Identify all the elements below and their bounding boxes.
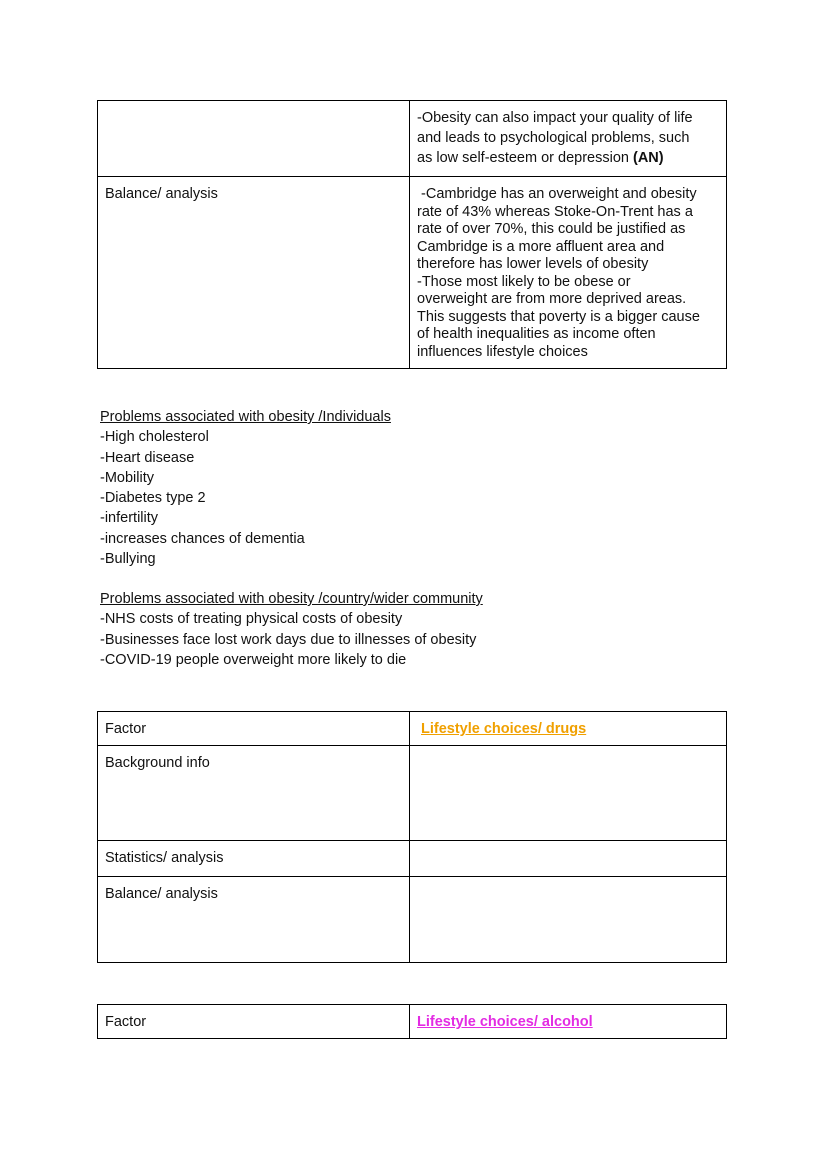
list-item: -Heart disease — [100, 449, 195, 466]
individual-problems-list — [100, 407, 391, 569]
text-line: influences lifestyle choices — [417, 343, 588, 360]
table-cell-label — [98, 877, 410, 963]
row-label — [98, 101, 409, 116]
analysis-tag: (AN) — [633, 150, 664, 166]
text-line: -Obesity can also impact your quality of life — [417, 110, 693, 126]
factor-value-wrap — [410, 712, 726, 745]
balance-analysis-label: Balance/ analysis — [105, 886, 218, 902]
balance-analysis-label: Balance/ analysis — [105, 186, 218, 202]
factor-value-wrap — [410, 1005, 726, 1038]
statistics-analysis-value — [410, 841, 726, 856]
table-row — [98, 712, 727, 746]
table-cell-content — [410, 746, 727, 841]
balance-analysis-value — [410, 877, 726, 892]
text-line — [417, 148, 719, 168]
background-info-label: Background info — [105, 755, 210, 771]
list-item: -Diabetes type 2 — [100, 490, 206, 507]
text-line: therefore has lower levels of obesity — [417, 256, 649, 272]
list-heading: Problems associated with obesity /Individuals — [100, 409, 391, 425]
statistics-analysis-label: Statistics/ analysis — [105, 850, 224, 866]
text-line: of health inequalities as income often — [417, 326, 656, 342]
list-item: -High cholesterol — [100, 429, 209, 446]
factor-label: Factor — [105, 1014, 147, 1030]
drugs-factor-table — [97, 711, 727, 963]
table-cell-content — [410, 101, 727, 177]
table-row — [98, 746, 727, 841]
table-cell-label — [98, 712, 410, 746]
text-line: rate of over 70%, this could be justified as — [417, 221, 686, 237]
table-cell-content — [410, 712, 727, 746]
table-row — [98, 101, 727, 177]
table-cell-label — [98, 746, 410, 841]
text-line: Cambridge is a more affluent area and — [417, 238, 665, 255]
text-line: -Cambridge has an overweight and obesity — [417, 186, 697, 202]
list-item: -COVID-19 people overweight more likely to die — [100, 651, 407, 668]
quality-of-life-text — [410, 101, 726, 174]
list-item: -NHS costs of treating physical costs of obesity — [100, 611, 403, 628]
text-line: rate of 43% whereas Stoke-On-Trent has a — [417, 203, 693, 220]
table-cell-empty — [98, 101, 410, 177]
table-row — [98, 841, 727, 877]
list-heading: Problems associated with obesity /country/wider community — [100, 591, 483, 607]
list-item: -Bullying — [100, 551, 156, 568]
table-cell-label — [98, 1005, 410, 1039]
text-fragment: as low self-esteem or depression — [417, 150, 633, 166]
obesity-analysis-table — [97, 100, 727, 369]
list-item: -infertility — [100, 510, 159, 527]
table-row — [98, 177, 727, 369]
table-cell-label — [98, 177, 410, 369]
alcohol-factor-table — [97, 1004, 727, 1039]
community-problems-list — [100, 589, 483, 670]
factor-label: Factor — [105, 721, 147, 737]
list-item: -Mobility — [100, 469, 154, 486]
text-line: overweight are from more deprived areas. — [417, 291, 687, 307]
table-cell-content — [410, 841, 727, 877]
text-line: and leads to psychological problems, such — [417, 130, 690, 146]
text-line: -Those most likely to be obese or — [417, 273, 631, 290]
factor-value-alcohol: Lifestyle choices/ alcohol — [417, 1014, 593, 1030]
table-row — [98, 1005, 727, 1039]
list-item: -increases chances of dementia — [100, 530, 305, 547]
table-row — [98, 877, 727, 963]
table-cell-label — [98, 841, 410, 877]
background-info-value — [410, 746, 726, 761]
text-line: This suggests that poverty is a bigger cause — [417, 308, 700, 325]
table-cell-content — [410, 177, 727, 369]
balance-analysis-text — [410, 177, 726, 367]
table-cell-content — [410, 877, 727, 963]
list-item: -Businesses face lost work days due to illnesses of obesity — [100, 631, 477, 648]
table-cell-content — [410, 1005, 727, 1039]
factor-value-drugs: Lifestyle choices/ drugs — [421, 721, 587, 737]
